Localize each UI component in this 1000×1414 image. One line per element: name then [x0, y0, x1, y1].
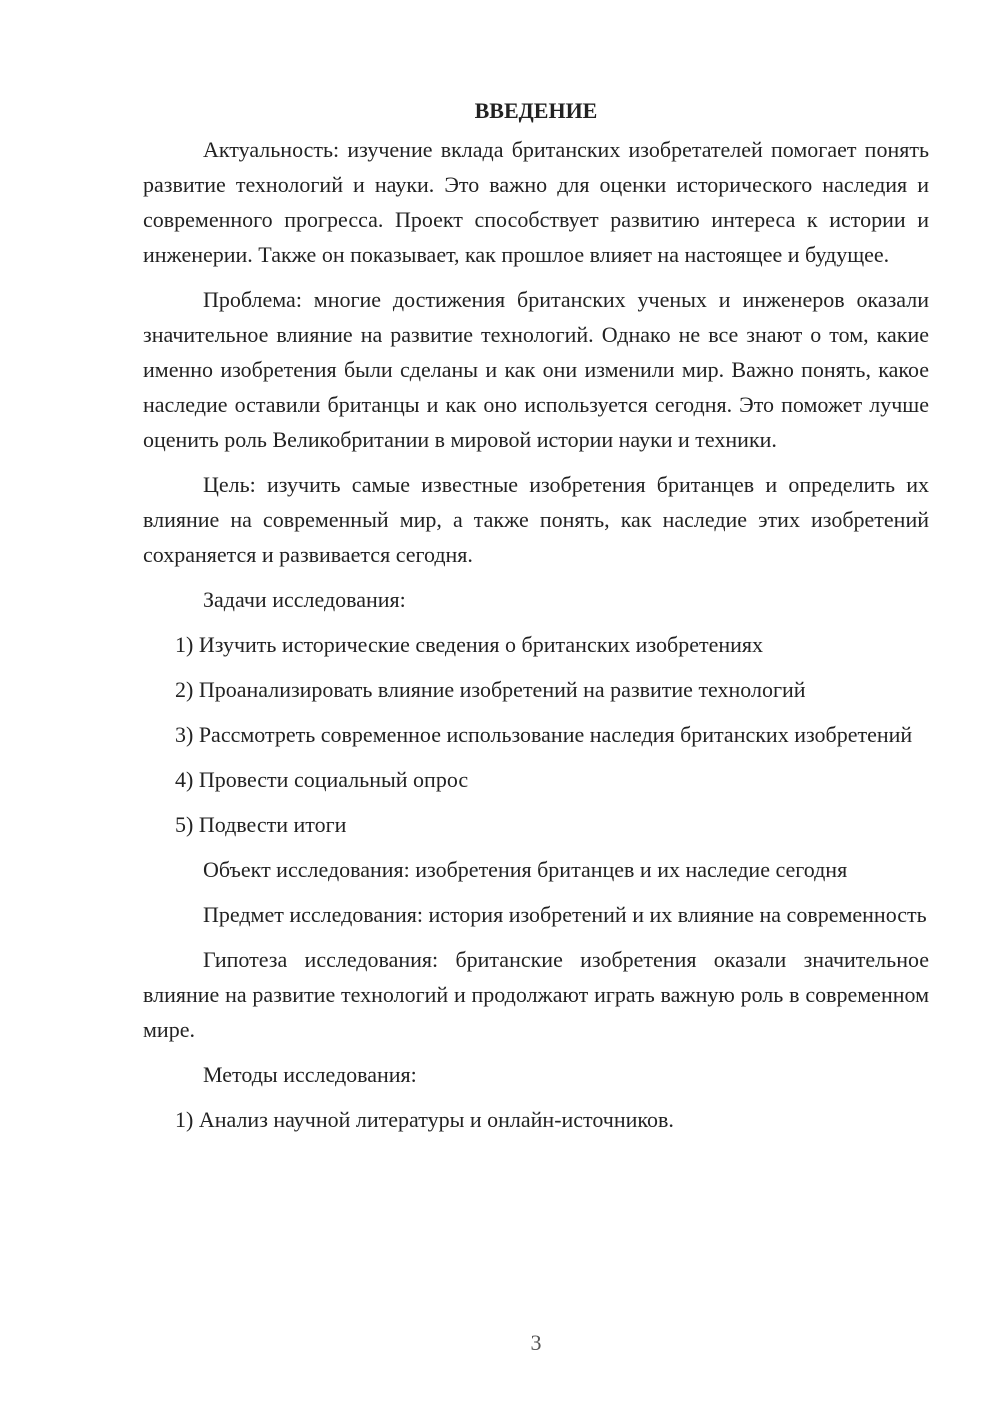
task-item-4: 4) Провести социальный опрос	[175, 767, 469, 792]
document-page	[143, 92, 929, 1147]
task-item-2: 2) Проанализировать влияние изобретений на развитие технологий	[175, 677, 806, 702]
research-hypothesis: Гипотеза исследования: британские изобретения оказали значительное влияние на развитие технологий и продолжают играть важную роль в современном мире.	[143, 947, 929, 1042]
method-item-1: 1) Анализ научной литературы и онлайн-источников.	[175, 1107, 674, 1132]
task-item-3: 3) Рассмотреть современное использование наследия британских изобретений	[175, 722, 913, 747]
task-item-5: 5) Подвести итоги	[175, 812, 347, 837]
goal-paragraph: Цель: изучить самые известные изобретения британцев и определить их влияние на современный мир, а также понять, как наследие этих изобретений сохраняется и развивается сегодня.	[143, 472, 929, 567]
problem-paragraph: Проблема: многие достижения британских ученых и инженеров оказали значительное влияние на развитие технологий. Однако не все знают о том, какие именно изобретения были сделаны и как они изменили мир. Важно понять, какое наследие оставили британцы и как оно используется сегодня. Это поможет лучше оценить роль Великобритании в мировой истории науки и техники.	[143, 287, 929, 452]
task-item-1: 1) Изучить исторические сведения о британских изобретениях	[175, 632, 764, 657]
research-object: Объект исследования: изобретения британцев и их наследие сегодня	[203, 857, 848, 882]
research-subject: Предмет исследования: история изобретений и их влияние на современность	[203, 902, 927, 927]
methods-heading: Методы исследования:	[203, 1062, 417, 1087]
tasks-heading: Задачи исследования:	[203, 587, 406, 612]
section-title: ВВЕДЕНИЕ	[474, 98, 598, 123]
relevance-paragraph: Актуальность: изучение вклада британских изобретателей помогает понять развитие технологий и науки. Это важно для оценки исторического наследия и современного прогресса. Проект способствует развитию интереса к истории и инженерии. Также он показывает, как прошлое влияет на настоящее и будущее.	[143, 137, 929, 267]
page-number: 3	[530, 1330, 542, 1355]
